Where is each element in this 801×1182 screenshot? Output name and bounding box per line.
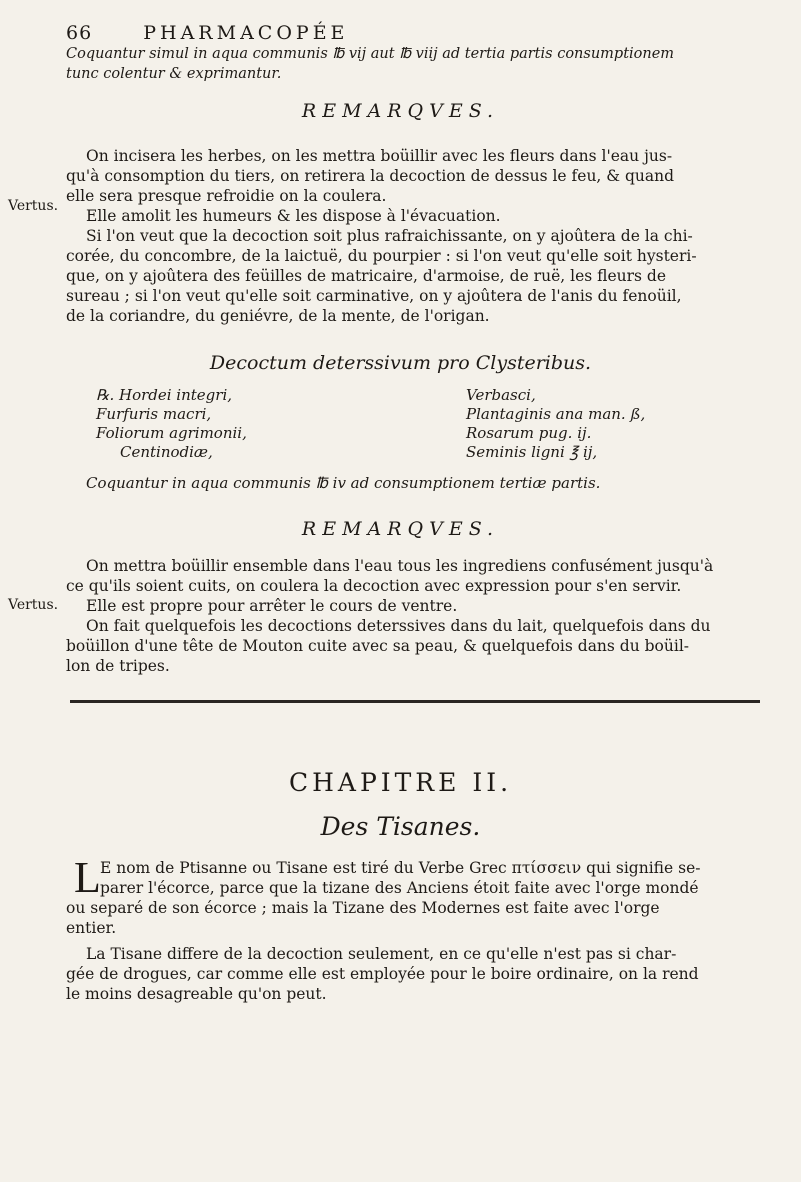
section-divider: [70, 700, 760, 703]
s2-line-2: ce qu'ils soient cuits, on coulera la decoction avec expression pour s'en servir.: [66, 577, 682, 595]
s1-line-8: sureau ; si l'on veut qu'elle soit carminative, on y ajoûtera de l'anis du fenoüil,: [66, 287, 682, 305]
chapter-body: [66, 853, 766, 1008]
drop-cap: L: [74, 853, 101, 902]
running-header: [66, 22, 348, 44]
recipe-left-4: Centinodiæ,: [120, 443, 213, 461]
recipe-title: Decoctum deterssivum pro Clysteribus.: [209, 352, 592, 374]
s1-line-7: que, on y ajoûtera des feüilles de matricaire, d'armoise, de ruë, les fleurs de: [66, 267, 666, 285]
s2-line-6: lon de tripes.: [66, 657, 170, 675]
s1-line-2: qu'à consomption du tiers, on retirera la decoction de dessus le feu, & quand: [66, 167, 675, 185]
s2-line-1: On mettra boüillir ensemble dans l'eau tous les ingrediens confusément jusqu'à: [86, 557, 714, 575]
intro-line-2: tunc colentur & exprimantur.: [66, 66, 282, 82]
section2-margin-note: Vertus.: [8, 597, 59, 613]
page-number: 66: [66, 22, 93, 44]
recipe-left-2: Furfuris macri,: [96, 405, 212, 423]
recipe-right-column: [466, 386, 645, 462]
section2-heading: REMARQVES.: [301, 518, 500, 540]
s1-line-1: On incisera les herbes, on les mettra boüillir avec les fleurs dans l'eau jus-: [86, 147, 673, 165]
recipe-right-2: Plantaginis ana man. ß,: [466, 405, 646, 423]
intro-block: [66, 46, 766, 88]
recipe-left-1: ℞. Hordei integri,: [96, 386, 233, 404]
recipe-closing: Coquantur in aqua communis ℔ iv ad consumptionem tertiæ partis.: [86, 474, 601, 492]
section1-heading: REMARQVES.: [301, 100, 500, 122]
recipe-left-column: [96, 386, 247, 462]
c-line-1: E nom de Ptisanne ou Tisane est tiré du Verbe Grec πτίσσειν qui signifie se-: [100, 859, 701, 877]
s2-line-4: On fait quelquefois les decoctions deterssives dans du lait, quelquefois dans du: [86, 617, 711, 635]
s1-line-6: corée, du concombre, de la laictuë, du pourpier : si l'on veut qu'elle soit hysteri-: [66, 247, 697, 265]
recipe-right-4: Seminis ligni ℥ ij,: [466, 443, 598, 461]
chapter-subtitle: Des Tisanes.: [320, 812, 481, 841]
c-line-7: le moins desagreable qu'on peut.: [66, 985, 327, 1003]
recipe-right-1: Verbasci,: [466, 386, 536, 404]
s1-line-4: Elle amolit les humeurs & les dispose à l'évacuation.: [86, 207, 501, 225]
chapter-title: CHAPITRE II.: [288, 768, 513, 797]
c-line-5: La Tisane differe de la decoction seulement, en ce qu'elle n'est pas si char-: [86, 945, 677, 963]
section2-body: [66, 556, 766, 686]
section1-margin-note: Vertus.: [8, 198, 59, 214]
section1-body: [66, 146, 766, 336]
s1-line-5: Si l'on veut que la decoction soit plus rafraichissante, on y ajoûtera de la chi-: [86, 227, 693, 245]
c-line-3: ou separé de son écorce ; mais la Tizane des Modernes est faite avec l'orge: [66, 899, 660, 917]
c-line-4: entier.: [66, 919, 117, 937]
c-line-2: parer l'écorce, parce que la tizane des Anciens étoit faite avec l'orge mondé: [100, 879, 699, 897]
s1-line-3: elle sera presque refroidie on la coulera.: [66, 187, 387, 205]
recipe-left-3: Foliorum agrimonii,: [96, 424, 247, 442]
s2-line-5: boüillon d'une tête de Mouton cuite avec sa peau, & quelquefois dans du boüil-: [66, 637, 690, 655]
c-line-6: gée de drogues, car comme elle est employée pour le boire ordinaire, on la rend: [66, 965, 699, 983]
s2-line-3: Elle est propre pour arrêter le cours de ventre.: [86, 597, 458, 615]
intro-line-1: Coquantur simul in aqua communis ℔ vij aut ℔ viij ad tertia partis consumptionem: [66, 46, 675, 62]
s1-line-9: de la coriandre, du geniévre, de la mente, de l'origan.: [66, 307, 490, 325]
running-title: PHARMACOPÉE: [143, 22, 349, 44]
recipe-right-3: Rosarum pug. ij.: [466, 424, 592, 442]
